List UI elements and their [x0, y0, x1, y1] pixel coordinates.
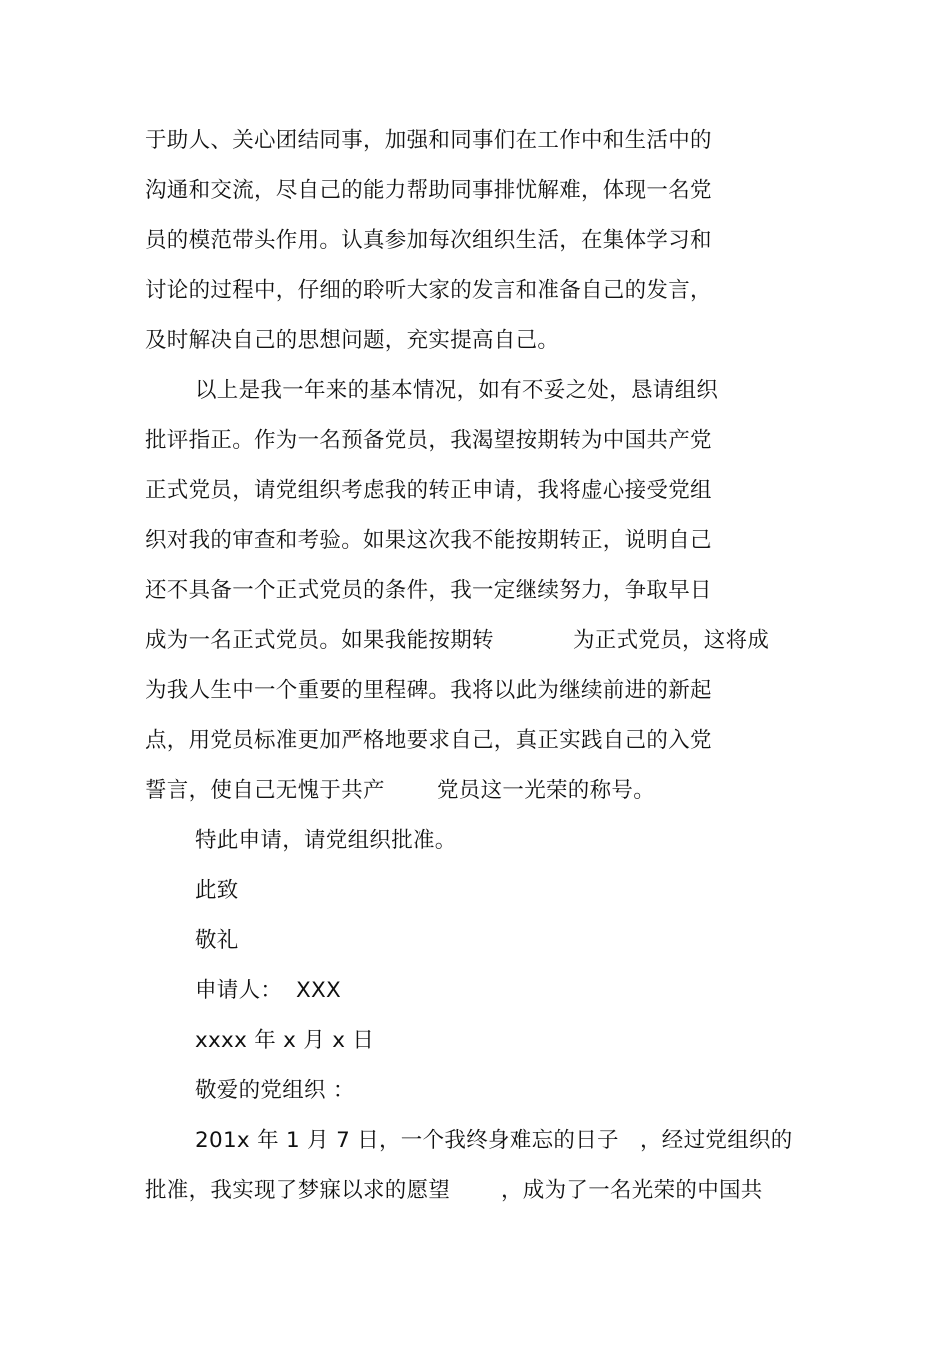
text-line: 誓言，使自己无愧于共产 [145, 778, 385, 803]
closing-request: 特此申请，请党组织批准。 [195, 828, 457, 853]
text-line: 于助人、关心团结同事，加强和同事们在工作中和生活中的 [145, 128, 712, 153]
text-line: 点，用党员标准更加严格地要求自己，真正实践自己的入党 [145, 728, 712, 753]
text-line: 及时解决自己的思想问题，充实提高自己。 [145, 328, 560, 353]
text-line-continuation: 为正式党员，这将成 [573, 628, 770, 653]
applicant-label: 申请人： [195, 978, 283, 1003]
text-line: 还不具备一个正式党员的条件，我一定继续努力，争取早日 [145, 578, 712, 603]
text-line-continuation: 党员这一光荣的称号。 [437, 778, 656, 803]
paragraph-start-line: 以上是我一年来的基本情况，如有不妥之处，恳请组织 [195, 378, 719, 403]
salutation-jingli: 敬礼 [195, 928, 239, 953]
text-line: 讨论的过程中，仔细的聆听大家的发言和准备自己的发言， [145, 278, 712, 303]
text-line-continuation: ，经过党组织的 [640, 1128, 793, 1153]
text-line: 正式党员，请党组织考虑我的转正申请，我将虚心接受党组 [145, 478, 712, 503]
text-line: 织对我的审查和考验。如果这次我不能按期转正，说明自己 [145, 528, 712, 553]
text-line: 批准，我实现了梦寐以求的愿望 [145, 1178, 451, 1203]
text-line: 成为一名正式党员。如果我能按期转 [145, 628, 494, 653]
text-line: 201x 年 1 月 7 日，一个我终身难忘的日子 [195, 1128, 619, 1153]
date-line: xxxx 年 x 月 x 日 [195, 1028, 375, 1053]
letter-greeting: 敬爱的党组织 ： [195, 1078, 355, 1103]
text-line-continuation: ，成为了一名光荣的中国共 [501, 1178, 763, 1203]
applicant-name: XXX [296, 978, 342, 1003]
salutation-cizhi: 此致 [195, 878, 239, 903]
text-line: 批评指正。作为一名预备党员，我渴望按期转为中国共产党 [145, 428, 712, 453]
text-line: 员的模范带头作用。认真参加每次组织生活，在集体学习和 [145, 228, 712, 253]
text-line: 沟通和交流，尽自己的能力帮助同事排忧解难，体现一名党 [145, 178, 712, 203]
text-line: 为我人生中一个重要的里程碑。我将以此为继续前进的新起 [145, 678, 712, 703]
